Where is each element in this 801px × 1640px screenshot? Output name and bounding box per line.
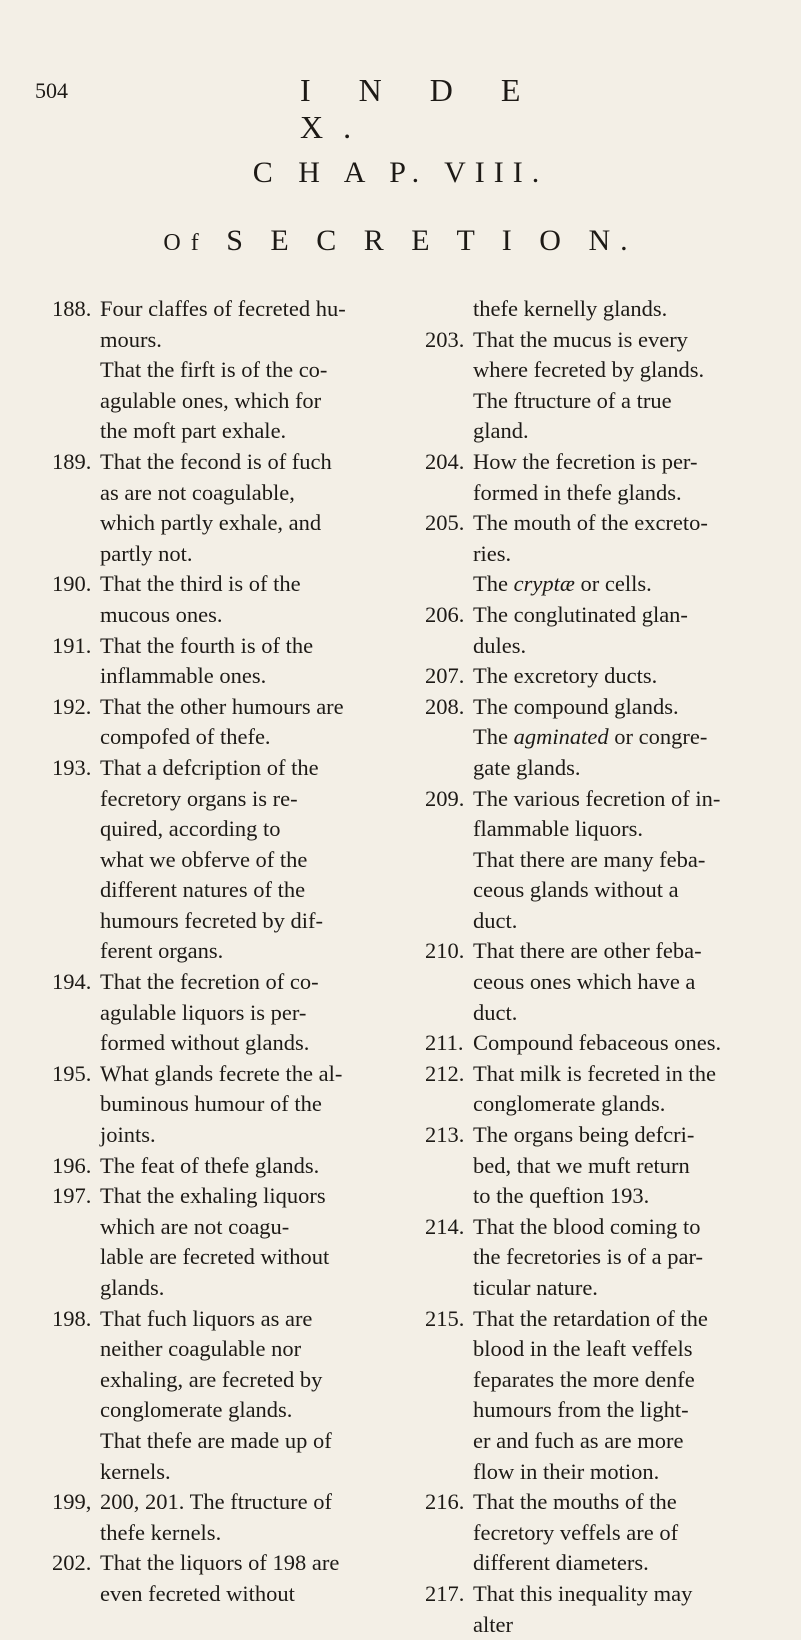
subject-title: S E C R E T I O N.	[226, 224, 638, 257]
index-entry	[425, 784, 775, 845]
entry-line: That the fourth is of the	[100, 632, 314, 658]
entry-line: alter	[473, 1611, 513, 1637]
index-entry	[425, 692, 775, 723]
entry-number: 192.	[52, 693, 92, 719]
entry-line: The various fecretion of in-	[473, 785, 721, 811]
index-entry	[52, 355, 397, 447]
entry-line: partly not.	[100, 540, 193, 566]
entry-line: That a defcription of the	[100, 754, 319, 780]
index-entry	[52, 631, 397, 692]
entry-line: conglomerate glands.	[100, 1397, 293, 1423]
entry-line: humours from the light-	[473, 1397, 689, 1423]
running-head: I N D E X.	[300, 72, 541, 145]
entry-line: That the third is of the	[100, 571, 301, 597]
entry-number: 205.	[425, 510, 465, 536]
entry-line: gate glands.	[473, 754, 581, 780]
entry-number: 207.	[425, 663, 465, 689]
entry-line: which are not coagu-	[100, 1213, 290, 1239]
entry-number: 202.	[52, 1550, 92, 1576]
entry-line: agulable ones, which for	[100, 387, 322, 413]
entry-line: Compound febaceous ones.	[473, 1030, 722, 1056]
entry-line: glands.	[100, 1275, 165, 1300]
entry-number: 196.	[52, 1152, 92, 1178]
entry-number: 212.	[425, 1060, 465, 1086]
entry-line: formed in thefe glands.	[473, 479, 682, 505]
index-entry	[52, 1181, 397, 1303]
index-entry	[52, 753, 397, 967]
entry-line: The ftructure of a true	[473, 387, 672, 413]
entry-number: 199,	[52, 1489, 92, 1515]
entry-line: That the retardation of the	[473, 1305, 708, 1331]
index-entry	[425, 1120, 775, 1212]
entry-number: 211.	[425, 1030, 464, 1056]
entry-line: duct.	[473, 999, 518, 1025]
index-entry	[425, 1028, 775, 1059]
entry-line: That the exhaling liquors	[100, 1183, 326, 1209]
entry-line: How the fecretion is per-	[473, 448, 698, 474]
entry-line: which partly exhale, and	[100, 510, 322, 536]
entry-line: That the fecretion of co-	[100, 969, 319, 995]
entry-line: quired, according to	[100, 816, 281, 842]
subject-heading	[0, 224, 801, 258]
entry-line: where fecreted by glands.	[473, 357, 705, 383]
entry-line: That fuch liquors as are	[100, 1305, 313, 1331]
entry-line: duct.	[473, 907, 518, 933]
entry-line: ferent organs.	[100, 938, 224, 964]
entry-line: conglomerate glands.	[473, 1091, 666, 1117]
entry-line: buminous humour of the	[100, 1091, 322, 1117]
entry-line: What glands fecrete the al-	[100, 1060, 343, 1086]
right-column	[425, 294, 775, 1640]
entry-line: the moft part exhale.	[100, 418, 287, 444]
entry-line: kernels.	[100, 1458, 171, 1484]
entry-line: 200, 201. The ftructure of	[100, 1489, 333, 1515]
index-entry	[425, 386, 775, 447]
entry-number: 203.	[425, 326, 465, 352]
index-entry	[425, 1579, 775, 1640]
entry-line: ries.	[473, 540, 512, 566]
entry-line: That the liquors of 198 are	[100, 1550, 340, 1576]
index-entry	[52, 692, 397, 753]
index-entry	[52, 569, 397, 630]
entry-line: formed without glands.	[100, 1030, 310, 1056]
entry-line: That the other humours are	[100, 693, 344, 719]
entry-line: The agminated or congre-	[473, 724, 708, 750]
entry-line: That there are many feba-	[473, 846, 706, 872]
entry-number: 191.	[52, 632, 92, 658]
entry-line: what we obferve of the	[100, 846, 308, 872]
entry-line: gland.	[473, 418, 529, 444]
entry-line: feparates the more denfe	[473, 1366, 695, 1392]
entry-line: ceous ones which have a	[473, 969, 696, 995]
entry-number: 204.	[425, 448, 465, 474]
chapter-heading: C H A P. VIII.	[252, 156, 549, 189]
entry-line: exhaling, are fecreted by	[100, 1366, 323, 1392]
entry-line: inflammable ones.	[100, 663, 267, 689]
index-entry	[425, 294, 775, 325]
entry-number: 188.	[52, 296, 92, 321]
entry-line: The conglutinated glan-	[473, 601, 688, 627]
index-entry	[425, 447, 775, 508]
entry-line: thefe kernelly glands.	[473, 296, 668, 321]
entry-line: different diameters.	[473, 1550, 649, 1576]
index-entry	[52, 1304, 397, 1426]
entry-line: to the queftion 193.	[473, 1183, 650, 1209]
left-column	[52, 294, 397, 1610]
entry-number: 209.	[425, 785, 465, 811]
index-entry	[425, 722, 775, 783]
entry-line: different natures of the	[100, 877, 306, 903]
index-entry	[52, 294, 397, 355]
entry-line: er and fuch as are more	[473, 1427, 684, 1453]
index-entry	[425, 845, 775, 937]
index-entry	[425, 569, 775, 600]
entry-line: flow in their motion.	[473, 1458, 660, 1484]
entry-line: as are not coagulable,	[100, 479, 295, 505]
index-entry	[52, 447, 397, 569]
entry-line: That the firft is of the co-	[100, 357, 328, 383]
index-entry	[425, 508, 775, 569]
entry-number: 213.	[425, 1122, 465, 1148]
entry-number: 193.	[52, 754, 92, 780]
entry-line: The organs being defcri-	[473, 1122, 695, 1148]
entry-number: 206.	[425, 601, 465, 627]
entry-number: 214.	[425, 1213, 465, 1239]
index-entry	[52, 1548, 397, 1609]
entry-line: agulable liquors is per-	[100, 999, 307, 1025]
entry-line: fecretory veffels are of	[473, 1519, 679, 1545]
entry-number: 217.	[425, 1580, 465, 1606]
entry-line: ceous glands without a	[473, 877, 679, 903]
entry-number: 210.	[425, 938, 465, 964]
entry-line: even fecreted without	[100, 1580, 295, 1606]
index-entry	[52, 1151, 397, 1182]
entry-line: lable are fecreted without	[100, 1244, 330, 1270]
index-entry	[425, 1059, 775, 1120]
entry-line: joints.	[100, 1122, 156, 1148]
entry-line: That the blood coming to	[473, 1213, 701, 1239]
entry-line: compofed of thefe.	[100, 724, 271, 750]
entry-number: 195.	[52, 1060, 92, 1086]
entry-line: ticular nature.	[473, 1275, 598, 1300]
entry-number: 215.	[425, 1305, 465, 1331]
entry-line: The cryptæ or cells.	[473, 571, 652, 597]
entry-line: The feat of thefe glands.	[100, 1152, 320, 1178]
entry-line: mours.	[100, 326, 162, 352]
entry-line: bed, that we muft return	[473, 1152, 690, 1178]
index-entry	[425, 661, 775, 692]
index-entry	[425, 1304, 775, 1488]
index-entry	[425, 600, 775, 661]
entry-line: flammable liquors.	[473, 816, 643, 842]
subject-of: Of	[163, 230, 209, 256]
entry-number: 197.	[52, 1183, 92, 1209]
index-entry	[425, 325, 775, 386]
entry-number: 194.	[52, 969, 92, 995]
entry-number: 198.	[52, 1305, 92, 1331]
entry-line: dules.	[473, 632, 527, 658]
entry-line: That this inequality may	[473, 1580, 693, 1606]
index-entry	[52, 1487, 397, 1548]
entry-line: mucous ones.	[100, 601, 223, 627]
entry-line: That the mucus is every	[473, 326, 688, 352]
page-number: 504	[35, 78, 68, 103]
index-entry	[52, 967, 397, 1059]
entry-line: The excretory ducts.	[473, 663, 658, 689]
index-entry	[425, 936, 775, 1028]
entry-line: That there are other feba-	[473, 938, 702, 964]
index-entry	[52, 1059, 397, 1151]
entry-line: That milk is fecreted in the	[473, 1060, 717, 1086]
index-entry	[425, 1212, 775, 1304]
entry-line: blood in the leaft veffels	[473, 1336, 693, 1362]
entry-line: the fecretories is of a par-	[473, 1244, 704, 1270]
index-entry	[425, 1487, 775, 1579]
entry-line: neither coagulable nor	[100, 1336, 302, 1362]
index-entry	[52, 1426, 397, 1487]
entry-line: The mouth of the excreto-	[473, 510, 708, 536]
entry-line: humours fecreted by dif-	[100, 907, 324, 933]
entry-number: 190.	[52, 571, 92, 597]
entry-line: thefe kernels.	[100, 1519, 222, 1545]
entry-number: 216.	[425, 1489, 465, 1515]
entry-line: That the fecond is of fuch	[100, 448, 332, 474]
entry-line: The compound glands.	[473, 693, 679, 719]
entry-number: 208.	[425, 693, 465, 719]
entry-line: That thefe are made up of	[100, 1427, 332, 1453]
entry-line: Four claffes of fecreted hu-	[100, 296, 346, 321]
entry-number: 189.	[52, 448, 92, 474]
entry-line: fecretory organs is re-	[100, 785, 298, 811]
entry-line: That the mouths of the	[473, 1489, 677, 1515]
